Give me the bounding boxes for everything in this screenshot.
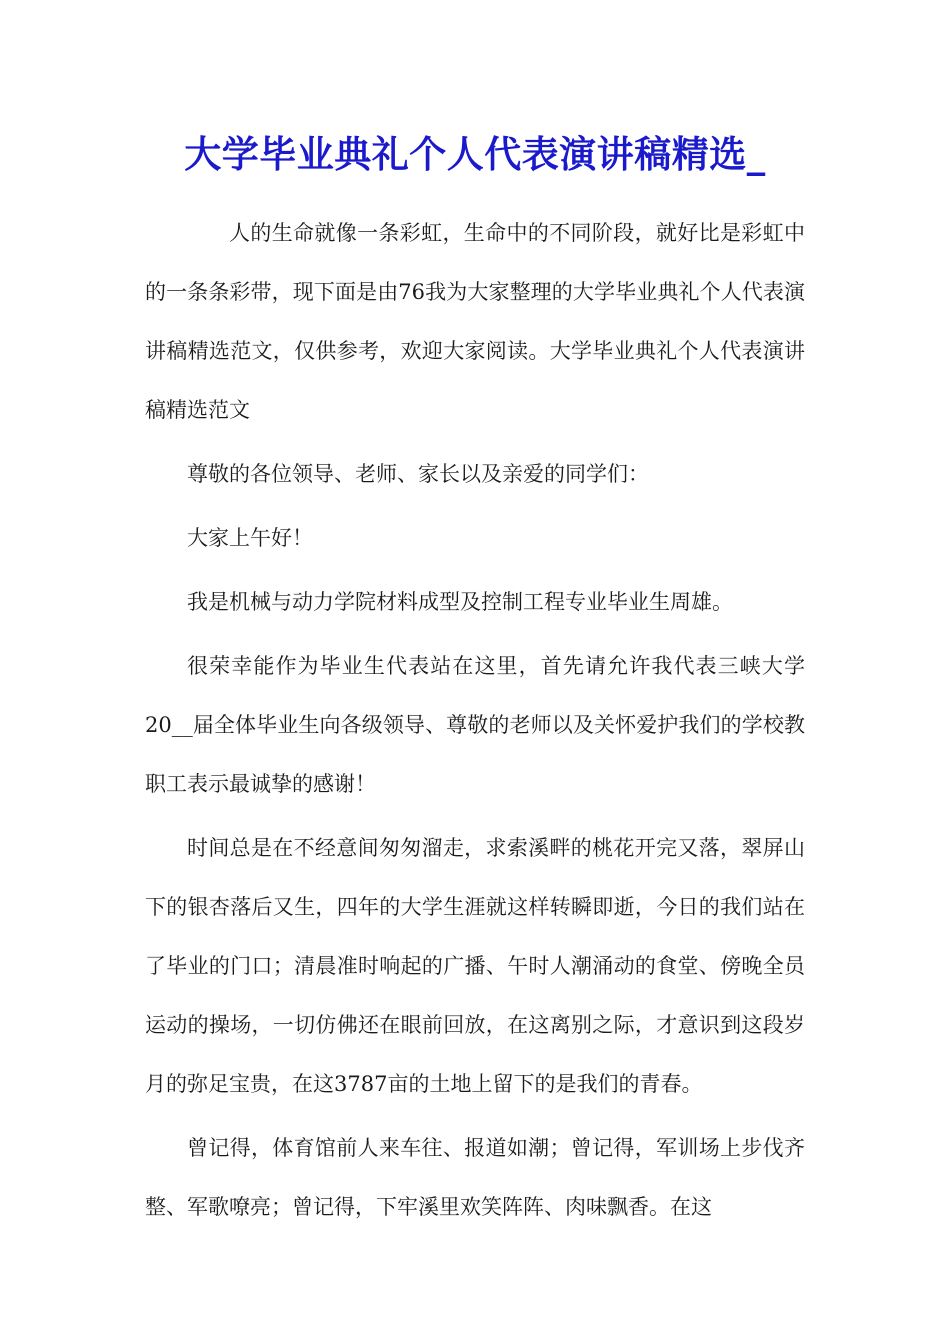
paragraph-self-intro: 我是机械与动力学院材料成型及控制工程专业毕业生周雄。 — [187, 590, 733, 614]
paragraph-intro: 人的生命就像一条彩虹，生命中的不同阶段，就好比是彩虹中的一条条彩带，现下面是由76我为大家整理的大学毕业典礼个人代表演讲稿精选范文，仅供参考，欢迎大家阅读。大学毕业典礼个人代表演讲稿精选范文 — [145, 221, 805, 422]
paragraph-time: 时间总是在不经意间匆匆溜走，求索溪畔的桃花开完又落，翠屏山下的银杏落后又生，四年的大学生涯就这样转瞬即逝，今日的我们站在了毕业的门口；清晨准时响起的广播、午时人潮涌动的食堂、傍晚全员运动的操场，一切仿佛还在眼前回放，在这离别之际，才意识到这段岁月的弥足宝贵，在这3787亩的土地上留下的是我们的青春。 — [145, 836, 805, 1096]
paragraph-memories: 曾记得，体育馆前人来车往、报道如潮；曾记得，军训场上步伐齐整、军歌嘹亮；曾记得，下牢溪里欢笑阵阵、肉味飘香。在这 — [145, 1136, 805, 1219]
document-body — [145, 204, 805, 1237]
paragraph-thanks: 很荣幸能作为毕业生代表站在这里，首先请允许我代表三峡大学20__届全体毕业生向各级领导、尊敬的老师以及关怀爱护我们的学校教职工表示最诚挚的感谢！ — [145, 654, 805, 796]
paragraph-greeting: 大家上午好！ — [187, 526, 313, 550]
document-title: 大学毕业典礼个人代表演讲稿精选_ — [184, 132, 766, 176]
paragraph-salutation: 尊敬的各位领导、老师、家长以及亲爱的同学们： — [187, 462, 649, 486]
